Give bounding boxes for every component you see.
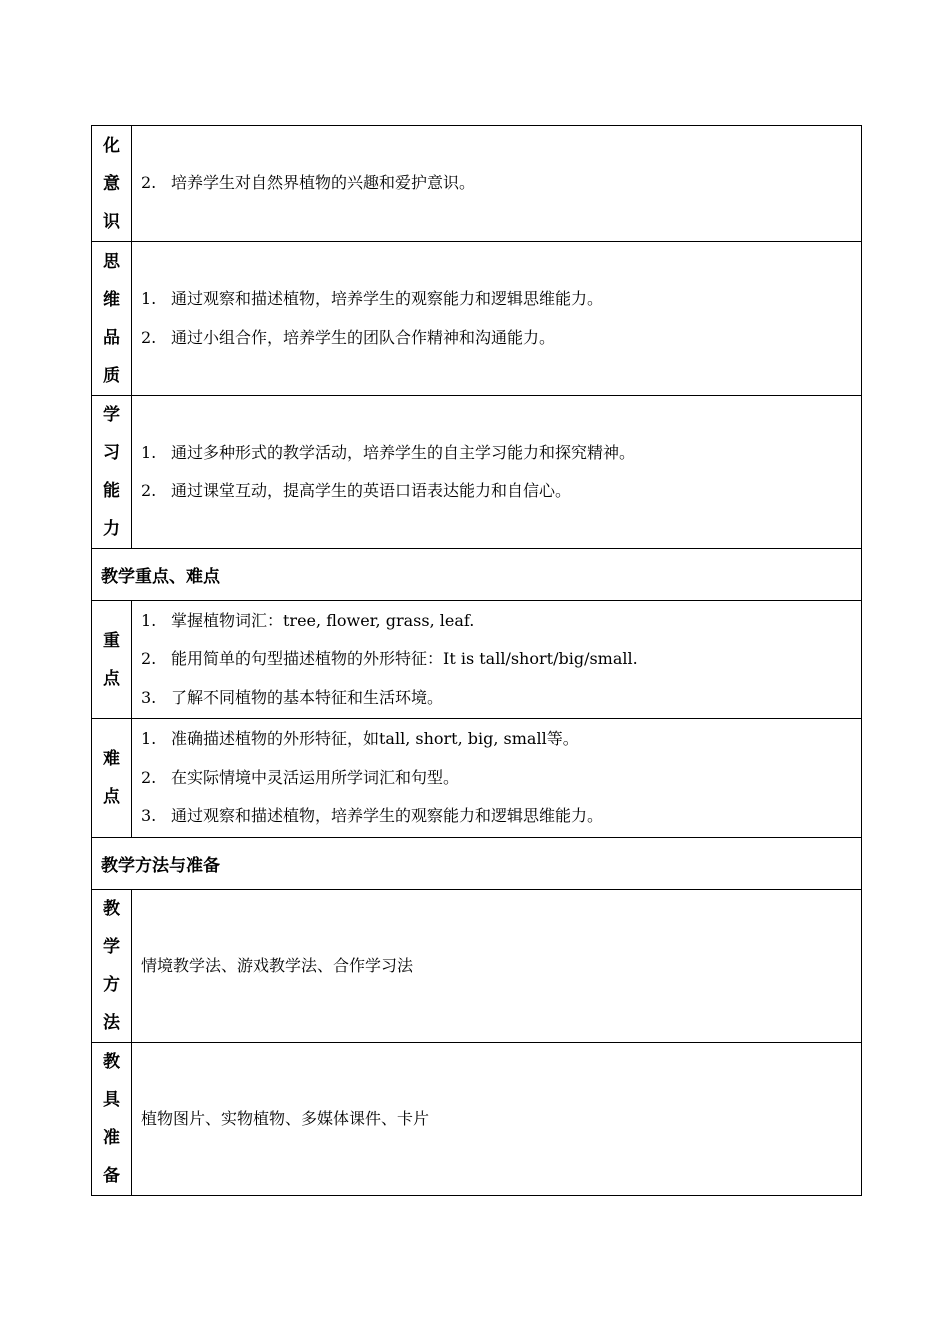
label-char: 重: [103, 630, 120, 651]
key-points-content: [132, 601, 862, 719]
item-number: 2.: [141, 173, 157, 193]
thinking-quality-row: [92, 242, 862, 396]
culture-awareness-content: [132, 126, 862, 242]
label-char: 点: [103, 668, 120, 689]
key-points-row: [92, 601, 862, 719]
list-item: [141, 602, 855, 641]
item-text: 通过课堂互动，提高学生的英语口语表达能力和自信心。: [171, 481, 572, 500]
list-item: [141, 720, 855, 759]
learning-ability-content: [132, 396, 862, 549]
item-number: 3.: [141, 687, 157, 707]
thinking-quality-content: [132, 242, 862, 396]
label-char: 学: [103, 405, 120, 425]
label-char: 维: [103, 289, 120, 310]
label-char: 教: [103, 1052, 120, 1072]
item-text: 在实际情境中灵活运用所学词汇和句型。: [171, 767, 460, 787]
culture-awareness-label: [92, 126, 132, 242]
item-text: 通过多种形式的教学活动，培养学生的自主学习能力和探究精神。: [171, 442, 636, 462]
difficult-points-content: [132, 719, 862, 838]
teaching-tools-content: [132, 1043, 862, 1196]
label-char: 思: [103, 251, 120, 272]
item-text: 准确描述植物的外形特征，如tall, short, big, small等。: [171, 729, 579, 749]
label-char: 化: [103, 135, 120, 156]
difficult-points-row: [92, 719, 862, 838]
label-char: 质: [103, 365, 120, 386]
list-item: [141, 679, 855, 718]
key-points-label: [92, 601, 132, 719]
item-number: 3.: [141, 806, 157, 826]
item-number: 1.: [141, 442, 157, 462]
section-heading: 教学方法与准备: [92, 838, 862, 890]
label-char: 方: [103, 975, 120, 995]
list-item: [141, 280, 855, 319]
key-difficult-section-row: [92, 549, 862, 601]
label-char: 习: [103, 443, 120, 463]
item-text: 通过小组合作，培养学生的团队合作精神和沟通能力。: [171, 327, 556, 347]
label-char: 品: [103, 327, 120, 348]
list-item: [141, 759, 855, 798]
item-number: 1.: [141, 610, 157, 630]
label-char: 力: [103, 519, 120, 539]
learning-ability-label: [92, 396, 132, 549]
lesson-plan-table: [91, 125, 862, 1196]
label-char: 准: [103, 1128, 120, 1148]
learning-ability-row: [92, 396, 862, 549]
list-item: [141, 640, 855, 679]
teaching-methods-text: 情境教学法、游戏教学法、合作学习法: [141, 956, 414, 975]
item-number: 1.: [141, 289, 157, 308]
item-number: 1.: [141, 729, 157, 749]
item-text: 培养学生对自然界植物的兴趣和爱护意识。: [171, 173, 476, 193]
teaching-tools-row: [92, 1043, 862, 1196]
difficult-points-label: [92, 719, 132, 838]
item-text: 通过观察和描述植物，培养学生的观察能力和逻辑思维能力。: [171, 806, 604, 826]
label-char: 教: [103, 899, 120, 919]
item-number: 2.: [141, 649, 157, 669]
item-number: 2.: [141, 767, 157, 787]
teaching-tools-label: [92, 1043, 132, 1196]
teaching-methods-label: [92, 890, 132, 1043]
item-text: 了解不同植物的基本特征和生活环境。: [171, 687, 444, 707]
label-char: 意: [103, 173, 120, 194]
teaching-methods-row: [92, 890, 862, 1043]
item-text: 掌握植物词汇：tree, flower, grass, leaf.: [171, 610, 475, 630]
list-item: [141, 797, 855, 836]
thinking-quality-label: [92, 242, 132, 396]
list-item: [141, 319, 855, 358]
list-item: [141, 472, 855, 511]
item-text: 通过观察和描述植物，培养学生的观察能力和逻辑思维能力。: [171, 289, 604, 308]
label-char: 具: [103, 1090, 120, 1110]
item-number: 2.: [141, 327, 157, 347]
list-item: [141, 164, 855, 203]
teaching-tools-text: 植物图片、实物植物、多媒体课件、卡片: [141, 1109, 430, 1128]
label-char: 难: [103, 749, 120, 769]
list-item: [141, 434, 855, 473]
label-char: 识: [103, 211, 120, 232]
item-number: 2.: [141, 481, 157, 500]
label-char: 备: [103, 1166, 120, 1186]
section-heading: 教学重点、难点: [92, 549, 862, 601]
culture-awareness-row: [92, 126, 862, 242]
teaching-methods-content: [132, 890, 862, 1043]
label-char: 能: [103, 481, 120, 501]
label-char: 法: [103, 1013, 120, 1033]
item-text: 能用简单的句型描述植物的外形特征：It is tall/short/big/small.: [171, 649, 638, 669]
label-char: 点: [103, 787, 120, 807]
method-section-row: [92, 838, 862, 890]
label-char: 学: [103, 937, 120, 957]
